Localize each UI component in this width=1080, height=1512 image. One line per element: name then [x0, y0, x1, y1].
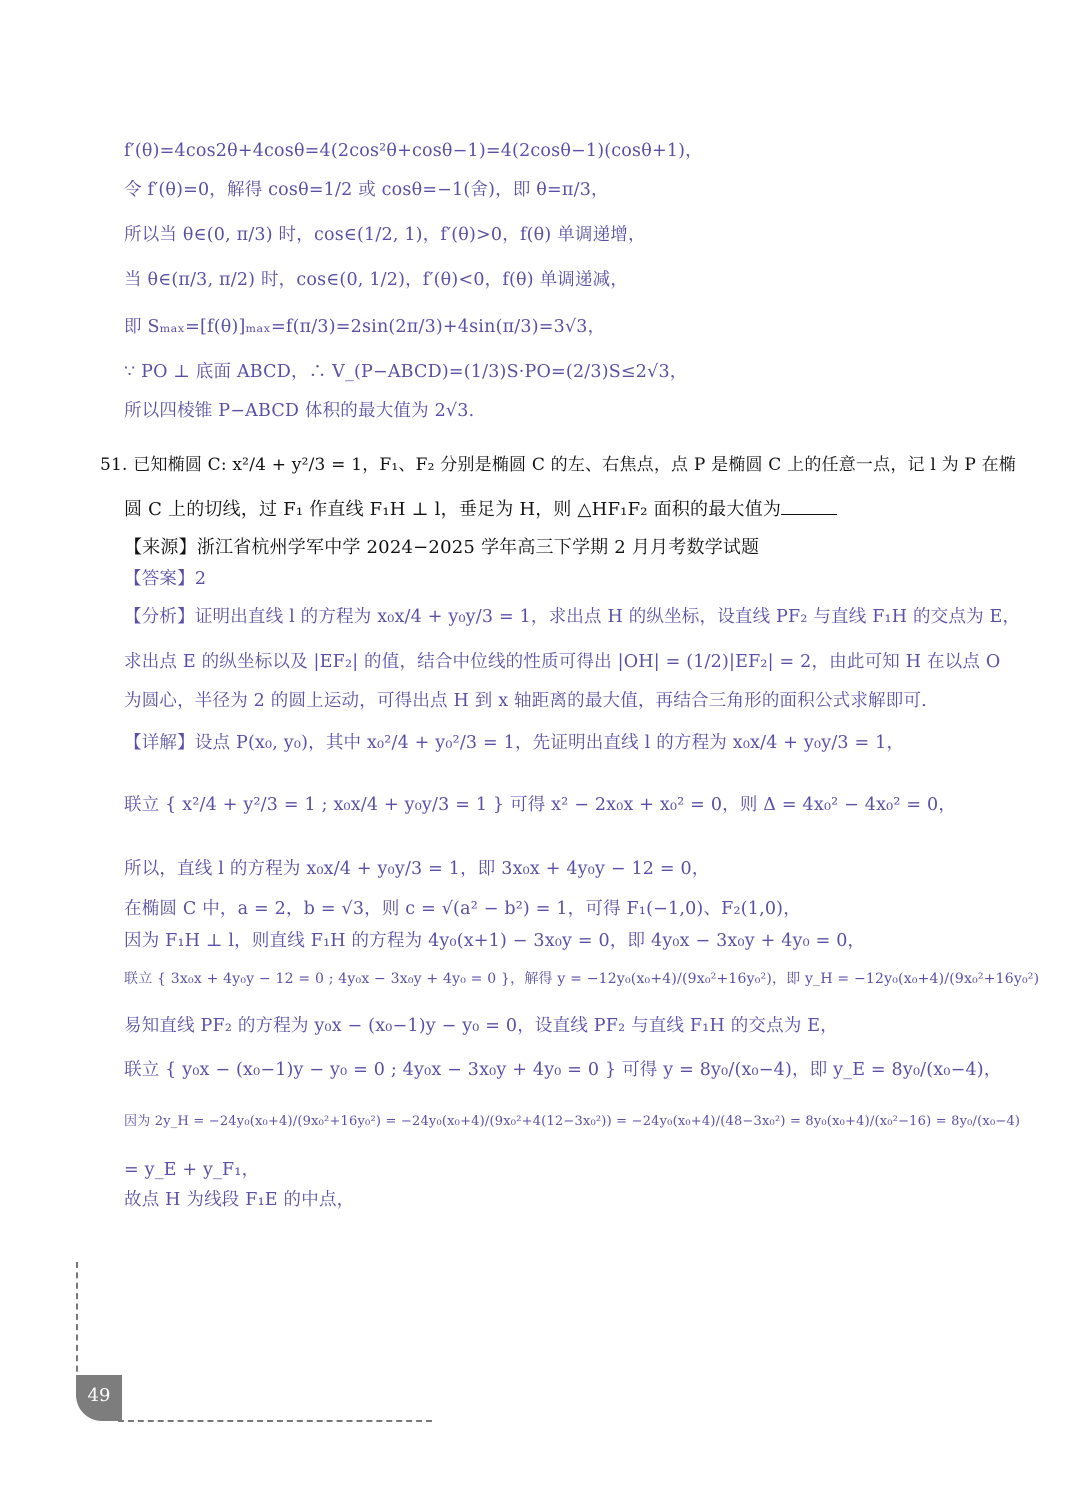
answer-value: 2 [194, 569, 207, 589]
analysis-text: 证明出直线 l 的方程为 x₀x/4 + y₀y/3 = 1，求出点 H 的纵坐标，设直线 PF₂ 与直线 F₁H 的交点为 E， [194, 607, 1021, 627]
page-margin-dashed-line [76, 1262, 78, 1382]
detail-label: 【详解】 [124, 733, 195, 753]
solution-line: 令 f′(θ)=0，解得 cosθ=1/2 或 cosθ=−1(舍)，即 θ=π/3， [124, 180, 609, 200]
detail-line: 易知直线 PF₂ 的方程为 y₀x − (x₀−1)y − y₀ = 0，设直线 PF₂ 与直线 F₁H 的交点为 E， [124, 1016, 838, 1036]
analysis-line: 求出点 E 的纵坐标以及 |EF₂| 的值，结合中位线的性质可得出 |OH| = (1/2)|EF₂| = 2，由此可知 H 在以点 O [124, 652, 1001, 672]
detail-line: 所以，直线 l 的方程为 x₀x/4 + y₀y/3 = 1，即 3x₀x + 4y₀y − 12 = 0， [124, 859, 710, 879]
source-label: 【来源】 [124, 537, 197, 558]
detail-line: 因为 2y_H = −24y₀(x₀+4)/(9x₀²+16y₀²) = −24y₀(x₀+4)/(9x₀²+4(12−3x₀²)) = −24y₀(x₀+4)/(48−3x₀²) = 8y₀(x₀+4)/(x₀²−16) = 8y₀/(x₀−4) [124, 1114, 1021, 1129]
question-text: 已知椭圆 C: x²/4 + y²/3 = 1，F₁、F₂ 分别是椭圆 C 的左、右焦点，点 P 是椭圆 C 上的任意一点，记 l 为 P 在椭 [133, 455, 1017, 475]
detail-line: 故点 H 为线段 F₁E 的中点， [124, 1190, 355, 1210]
solution-line: f′(θ)=4cos2θ+4cosθ=4(2cos²θ+cosθ−1)=4(2cosθ−1)(cosθ+1)， [124, 141, 703, 161]
source-line [124, 533, 759, 559]
question-text: 圆 C 上的切线，过 F₁ 作直线 F₁H ⊥ l，垂足为 H，则 △HF₁F₂ 面积的最大值为 [124, 499, 782, 520]
detail-line: 因为 F₁H ⊥ l，则直线 F₁H 的方程为 4y₀(x+1) − 3x₀y = 0，即 4y₀x − 3x₀y + 4y₀ = 0， [124, 931, 866, 951]
solution-line: ∵ PO ⊥ 底面 ABCD，∴ V_(P−ABCD)=(1/3)S·PO=(2/3)S≤2√3， [124, 362, 688, 382]
question-number: 51. [100, 455, 128, 475]
detail-line: 联立 { x²/4 + y²/3 = 1 ; x₀x/4 + y₀y/3 = 1 } 可得 x² − 2x₀x + x₀² = 0，则 Δ = 4x₀² − 4x₀² = 0， [124, 795, 957, 815]
analysis-line [124, 603, 1020, 628]
answer-label: 【答案】 [124, 569, 195, 589]
source-text: 浙江省杭州学军中学 2024−2025 学年高三下学期 2 月月考数学试题 [196, 537, 760, 558]
detail-line: 联立 { y₀x − (x₀−1)y − y₀ = 0 ; 4y₀x − 3x₀y + 4y₀ = 0 } 可得 y = 8y₀/(x₀−4)，即 y_E = 8y₀/(x₀−4)， [124, 1060, 1002, 1080]
footer-dashed-line [118, 1420, 432, 1422]
analysis-label: 【分析】 [124, 607, 195, 627]
question-line [124, 495, 837, 521]
detail-line: 联立 { 3x₀x + 4y₀y − 12 = 0 ; 4y₀x − 3x₀y + 4y₀ = 0 }，解得 y = −12y₀(x₀+4)/(9x₀²+16y₀²)，即 y_H = −12y₀(x₀+4)/(9x₀²+16y₀²) [124, 971, 1040, 987]
solution-line: 当 θ∈(π/3, π/2) 时，cos∈(0, 1/2)，f′(θ)<0，f(θ) 单调递减， [124, 270, 629, 290]
detail-line [124, 729, 904, 754]
solution-line: 所以当 θ∈(0, π/3) 时，cos∈(1/2, 1)，f′(θ)>0，f(θ) 单调递增， [124, 225, 646, 245]
answer-blank [781, 514, 837, 515]
detail-text: 设点 P(x₀, y₀)，其中 x₀²/4 + y₀²/3 = 1，先证明出直线 l 的方程为 x₀x/4 + y₀y/3 = 1， [194, 733, 905, 753]
detail-line: 在椭圆 C 中，a = 2，b = √3，则 c = √(a² − b²) = 1，可得 F₁(−1,0)、F₂(1,0)， [124, 899, 801, 919]
answer-line [124, 565, 206, 590]
solution-line: 即 Sₘₐₓ=[f(θ)]ₘₐₓ=f(π/3)=2sin(2π/3)+4sin(π/3)=3√3， [124, 317, 606, 337]
analysis-line: 为圆心，半径为 2 的圆上运动，可得出点 H 到 x 轴距离的最大值，再结合三角形的面积公式求解即可. [124, 691, 927, 711]
detail-line: = y_E + y_F₁， [124, 1160, 260, 1180]
question-line [100, 450, 1016, 475]
page-number: 49 [87, 1385, 111, 1406]
solution-line: 所以四棱锥 P−ABCD 体积的最大值为 2√3. [124, 401, 475, 421]
